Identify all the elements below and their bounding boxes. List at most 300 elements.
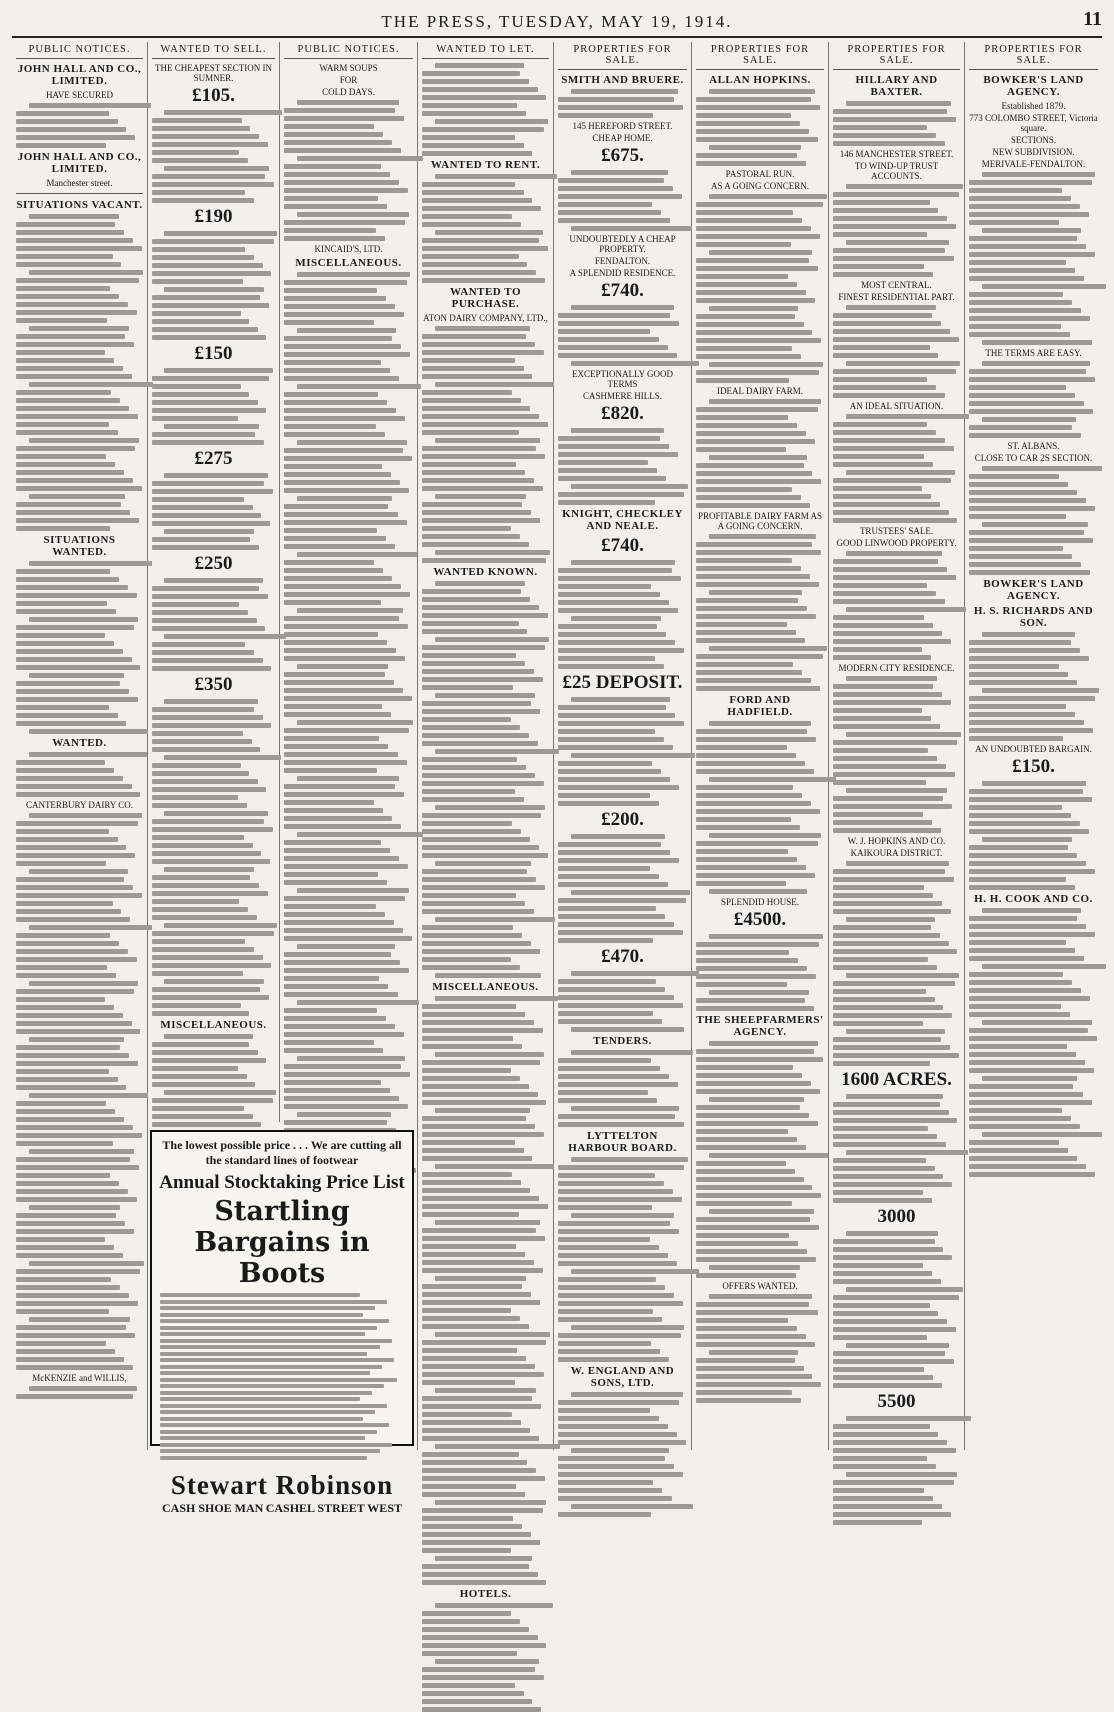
illegible-text-line <box>16 909 121 914</box>
illegible-text-line <box>422 486 543 491</box>
illegible-text-line <box>16 776 123 781</box>
illegible-text-line <box>435 1332 551 1337</box>
illegible-text-line <box>422 1699 532 1704</box>
illegible-text-line <box>297 552 417 557</box>
illegible-text-line <box>696 678 811 683</box>
illegible-text-line <box>284 920 394 925</box>
illegible-text-line <box>422 198 532 203</box>
illegible-text-line <box>284 480 400 485</box>
illegible-text-line <box>833 1335 927 1340</box>
illegible-text-line <box>696 982 787 987</box>
illegible-text-line <box>297 384 421 389</box>
illegible-text-line <box>709 990 809 995</box>
illegible-text-line <box>833 655 931 660</box>
illegible-text-line <box>16 1333 135 1338</box>
illegible-text-line <box>558 1066 660 1071</box>
illegible-text-line <box>284 416 405 421</box>
ad-heading: 1600 ACRES. <box>841 1069 952 1090</box>
illegible-text-line <box>696 950 789 955</box>
illegible-text-line <box>833 1174 943 1179</box>
illegible-text-line <box>16 973 116 978</box>
illegible-text-line <box>16 510 130 515</box>
illegible-text-line <box>152 255 254 260</box>
illegible-text-line <box>422 821 512 826</box>
illegible-text-line <box>833 692 942 697</box>
ad-heading: HOTELS. <box>459 1588 512 1600</box>
illegible-text-line <box>284 488 409 493</box>
illegible-text-line <box>696 378 789 383</box>
illegible-text-line <box>284 376 399 381</box>
illegible-text-line <box>969 940 1066 945</box>
illegible-text-line <box>16 302 128 307</box>
illegible-text-line <box>164 473 267 478</box>
illegible-text-line <box>422 182 515 187</box>
illegible-text-line <box>696 431 806 436</box>
illegible-text-line <box>969 570 1090 575</box>
illegible-text-line <box>696 479 821 484</box>
illegible-text-line <box>558 624 657 629</box>
illegible-text-line <box>696 1089 820 1094</box>
illegible-text-line <box>558 492 684 497</box>
illegible-text-line <box>422 430 519 435</box>
illegible-text-line <box>152 271 271 276</box>
illegible-text-line <box>16 1061 138 1066</box>
illegible-text-line <box>297 776 399 781</box>
illegible-text-line <box>284 696 412 701</box>
illegible-text-line <box>833 1110 949 1115</box>
illegible-text-line <box>422 965 520 970</box>
illegible-text-line <box>16 1125 133 1130</box>
illegible-text-line <box>969 482 1068 487</box>
illegible-text-line <box>833 599 945 604</box>
illegible-text-line <box>558 1058 651 1063</box>
illegible-text-line <box>152 618 257 623</box>
illegible-text-line <box>833 1311 938 1316</box>
illegible-text-line <box>709 89 815 94</box>
illegible-text-line <box>284 536 386 541</box>
illegible-text-line <box>969 956 1084 961</box>
illegible-text-line <box>558 1472 683 1477</box>
illegible-text-line <box>29 981 138 986</box>
illegible-text-line <box>833 377 927 382</box>
illegible-text-line <box>833 591 936 596</box>
illegible-text-line <box>16 358 114 363</box>
illegible-text-line <box>558 906 656 911</box>
illegible-text-line <box>833 1005 943 1010</box>
illegible-text-line <box>284 180 399 185</box>
illegible-text-line <box>284 856 399 861</box>
illegible-text-line <box>833 639 951 644</box>
column-heading: PUBLIC NOTICES. <box>284 42 413 59</box>
illegible-text-line <box>696 1241 798 1246</box>
illegible-text-line <box>422 558 546 563</box>
illegible-text-line <box>422 1244 516 1249</box>
illegible-text-line <box>16 989 134 994</box>
illegible-text-line <box>16 119 118 124</box>
illegible-text-line <box>16 949 128 954</box>
illegible-text-line <box>969 393 1075 398</box>
illegible-text-line <box>558 436 660 441</box>
illegible-text-line <box>558 1197 682 1202</box>
illegible-text-line <box>422 238 539 243</box>
illegible-text-line <box>152 803 247 808</box>
illegible-text-line <box>435 637 549 642</box>
illegible-text-line <box>284 196 378 201</box>
illegible-text-line <box>696 1326 797 1331</box>
illegible-text-line <box>696 1161 786 1166</box>
illegible-text-line <box>29 1261 145 1266</box>
illegible-text-line <box>16 965 107 970</box>
illegible-text-line <box>696 865 806 870</box>
illegible-text-line <box>16 901 113 906</box>
illegible-text-line <box>422 470 525 475</box>
illegible-text-line <box>164 811 267 816</box>
illegible-text-line <box>284 952 391 957</box>
illegible-text-line <box>164 231 277 236</box>
illegible-text-line <box>558 632 666 637</box>
boot-price-line <box>160 1391 372 1395</box>
illegible-text-line <box>696 1057 823 1062</box>
boot-ad-footer <box>152 1501 412 1516</box>
illegible-text-line <box>422 1196 539 1201</box>
illegible-text-line <box>558 713 675 718</box>
illegible-text-line <box>696 809 820 814</box>
illegible-text-line <box>152 594 268 599</box>
illegible-text-line <box>969 821 1080 826</box>
illegible-text-line <box>696 1073 802 1078</box>
illegible-text-line <box>833 1496 933 1501</box>
illegible-text-line <box>571 226 692 231</box>
illegible-text-line <box>284 576 392 581</box>
illegible-text-line <box>284 872 378 877</box>
illegible-text-line <box>833 869 945 874</box>
illegible-text-line <box>696 769 814 774</box>
illegible-text-line <box>558 729 655 734</box>
illegible-text-line <box>284 352 410 357</box>
illegible-text-line <box>846 1094 944 1099</box>
illegible-text-line <box>16 1213 116 1218</box>
illegible-text-line <box>558 761 652 766</box>
illegible-text-line <box>696 415 788 420</box>
illegible-text-line <box>16 1245 114 1250</box>
illegible-text-line <box>152 1122 261 1127</box>
illegible-text-line <box>152 400 258 405</box>
illegible-text-line <box>152 1042 249 1047</box>
illegible-text-line <box>709 777 836 782</box>
illegible-text-line <box>152 545 259 550</box>
illegible-text-line <box>846 1150 968 1155</box>
illegible-text-line <box>16 1085 126 1090</box>
illegible-text-line <box>571 1392 683 1397</box>
illegible-text-line <box>29 1093 148 1098</box>
illegible-text-line <box>422 406 530 411</box>
illegible-text-line <box>558 1090 648 1095</box>
ad-heading: CASHMERE HILLS. <box>582 391 662 401</box>
ad-heading: HILLARY AND BAXTER. <box>855 74 938 98</box>
illegible-text-line <box>152 118 242 123</box>
illegible-text-line <box>16 526 110 531</box>
illegible-text-line <box>284 1016 386 1021</box>
illegible-text-line <box>833 200 930 205</box>
boot-price-line <box>160 1404 387 1408</box>
illegible-text-line <box>696 793 802 798</box>
illegible-text-line <box>709 1153 828 1158</box>
boot-price-line <box>160 1365 382 1369</box>
illegible-text-line <box>833 1118 957 1123</box>
illegible-text-line <box>164 529 254 534</box>
illegible-text-line <box>284 108 395 113</box>
illegible-text-line <box>422 1428 530 1433</box>
illegible-text-line <box>284 728 409 733</box>
ad-heading: 145 HEREFORD STREET. <box>572 121 673 131</box>
illegible-text-line <box>284 912 385 917</box>
illegible-text-line <box>152 763 241 768</box>
illegible-text-line <box>969 490 1077 495</box>
illegible-text-line <box>284 408 396 413</box>
illegible-text-line <box>558 1400 679 1405</box>
illegible-text-line <box>422 621 519 626</box>
illegible-text-line <box>833 1480 954 1485</box>
illegible-text-line <box>284 140 392 145</box>
illegible-text-line <box>435 1220 540 1225</box>
illegible-text-line <box>284 520 407 525</box>
illegible-text-line <box>709 721 811 726</box>
illegible-text-line <box>284 228 376 233</box>
ad-heading: JOHN HALL AND CO., LIMITED. <box>17 151 142 175</box>
illegible-text-line <box>833 264 924 269</box>
ad-heading: H. H. COOK AND CO. <box>974 893 1093 905</box>
illegible-text-line <box>435 494 526 499</box>
illegible-text-line <box>969 813 1071 818</box>
illegible-text-line <box>696 153 797 158</box>
illegible-text-line <box>152 1003 241 1008</box>
illegible-text-line <box>982 361 1090 366</box>
illegible-text-line <box>558 452 678 457</box>
ad-heading: MOST CENTRAL. <box>861 280 932 290</box>
illegible-text-line <box>422 1667 535 1672</box>
illegible-text-line <box>558 1221 670 1226</box>
illegible-text-line <box>284 960 400 965</box>
illegible-text-line <box>422 1284 522 1289</box>
illegible-text-line <box>422 837 530 842</box>
illegible-text-line <box>284 172 390 177</box>
illegible-text-line <box>558 1114 675 1119</box>
illegible-text-line <box>29 1386 137 1391</box>
ad-heading: IDEAL DAIRY FARM. <box>717 386 803 396</box>
illegible-text-line <box>152 795 238 800</box>
illegible-text-line <box>969 853 1077 858</box>
illegible-text-line <box>969 861 1086 866</box>
illegible-text-line <box>284 864 408 869</box>
illegible-text-line <box>284 512 398 517</box>
illegible-text-line <box>422 1524 522 1529</box>
illegible-text-line <box>833 1053 959 1058</box>
illegible-text-line <box>284 688 403 693</box>
illegible-text-line <box>696 1233 789 1238</box>
illegible-text-line <box>16 1293 129 1298</box>
illegible-text-line <box>982 417 1076 422</box>
illegible-text-line <box>969 1044 1067 1049</box>
illegible-text-line <box>558 1277 656 1282</box>
illegible-text-line <box>16 135 135 140</box>
illegible-text-line <box>969 672 1068 677</box>
illegible-text-line <box>558 1165 684 1170</box>
illegible-text-line <box>696 1006 814 1011</box>
illegible-text-line <box>422 925 513 930</box>
illegible-text-line <box>152 311 241 316</box>
ad-heading: £4500. <box>733 909 787 930</box>
illegible-text-line <box>833 385 936 390</box>
illegible-text-line <box>969 268 1075 273</box>
illegible-text-line <box>422 1132 544 1137</box>
illegible-text-line <box>558 1082 678 1087</box>
illegible-text-line <box>696 942 819 947</box>
illegible-text-line <box>833 684 933 689</box>
illegible-text-line <box>16 609 116 614</box>
masthead <box>12 6 1102 38</box>
illegible-text-line <box>833 647 922 652</box>
illegible-text-line <box>164 867 254 872</box>
ad-heading: £675. <box>601 145 644 166</box>
illegible-text-line <box>833 1239 935 1244</box>
illegible-text-line <box>16 222 115 227</box>
illegible-text-line <box>284 840 381 845</box>
illegible-text-line <box>435 973 542 978</box>
illegible-text-line <box>284 992 398 997</box>
illegible-text-line <box>16 821 138 826</box>
illegible-text-line <box>422 1675 544 1680</box>
ad-heading: AN IDEAL SITUATION. <box>849 401 944 411</box>
illegible-text-line <box>16 454 106 459</box>
illegible-text-line <box>709 1209 814 1214</box>
illegible-text-line <box>422 853 548 858</box>
illegible-text-line <box>833 989 926 994</box>
ad-heading: THE CHEAPEST SECTION IN SUMNER. <box>154 63 273 83</box>
illegible-text-line <box>29 103 151 108</box>
illegible-text-line <box>152 947 254 952</box>
illegible-text-line <box>982 284 1106 289</box>
illegible-text-line <box>969 562 1081 567</box>
illegible-text-line <box>422 1268 543 1273</box>
illegible-text-line <box>435 1444 561 1449</box>
illegible-text-line <box>152 731 243 736</box>
illegible-text-line <box>833 1263 923 1268</box>
illegible-text-line <box>558 178 664 183</box>
illegible-text-line <box>422 669 534 674</box>
illegible-text-line <box>969 204 1080 209</box>
illegible-text-line <box>833 446 954 451</box>
illegible-text-line <box>435 326 530 331</box>
illegible-text-line <box>422 1044 522 1049</box>
illegible-text-line <box>833 1367 924 1372</box>
illegible-text-line <box>164 424 259 429</box>
illegible-text-line <box>969 180 1092 185</box>
illegible-text-line <box>833 256 954 261</box>
illegible-text-line <box>152 505 253 510</box>
illegible-text-line <box>422 1020 534 1025</box>
illegible-text-line <box>284 1024 395 1029</box>
illegible-text-line <box>696 1217 810 1222</box>
illegible-text-line <box>969 680 1077 685</box>
illegible-text-line <box>16 657 132 662</box>
illegible-text-line <box>696 202 823 207</box>
illegible-text-line <box>558 930 683 935</box>
boot-price-line <box>160 1397 360 1401</box>
illegible-text-line <box>696 274 788 279</box>
illegible-text-line <box>558 1229 679 1234</box>
illegible-text-line <box>422 446 536 451</box>
illegible-text-line <box>152 174 265 179</box>
illegible-text-line <box>164 287 264 292</box>
illegible-text-line <box>422 358 515 363</box>
ad-heading: CHEAP HOME. <box>592 133 653 143</box>
illegible-text-line <box>833 1295 959 1300</box>
illegible-text-line <box>696 129 809 134</box>
illegible-text-line <box>558 1512 651 1517</box>
illegible-text-line <box>152 239 274 244</box>
illegible-text-line <box>833 494 931 499</box>
illegible-text-line <box>297 1000 420 1005</box>
illegible-text-line <box>833 1126 928 1131</box>
illegible-text-line <box>435 1500 547 1505</box>
illegible-text-line <box>982 172 1096 177</box>
illegible-text-line <box>571 361 699 366</box>
illegible-text-line <box>833 1464 936 1469</box>
illegible-text-line <box>435 550 551 555</box>
illegible-text-line <box>558 874 659 879</box>
illegible-text-line <box>16 1101 106 1106</box>
illegible-text-line <box>152 327 258 332</box>
illegible-text-line <box>422 526 511 531</box>
illegible-text-line <box>558 1496 672 1501</box>
illegible-text-line <box>833 1359 954 1364</box>
illegible-text-line <box>422 1380 515 1385</box>
illegible-text-line <box>422 741 538 746</box>
boot-price-line <box>160 1293 360 1297</box>
illegible-text-line <box>422 510 531 515</box>
illegible-text-line <box>422 79 529 84</box>
ad-heading: £740. <box>601 280 644 301</box>
illegible-text-line <box>284 744 388 749</box>
boot-price-line <box>160 1306 375 1310</box>
illegible-text-line <box>164 699 257 704</box>
column-heading: PUBLIC NOTICES. <box>16 42 143 59</box>
column-8 <box>965 42 1102 1450</box>
illegible-text-line <box>16 462 115 467</box>
illegible-text-line <box>284 928 403 933</box>
illegible-text-line <box>558 979 656 984</box>
illegible-text-line <box>846 414 969 419</box>
illegible-text-line <box>833 1448 956 1453</box>
illegible-text-line <box>833 192 959 197</box>
illegible-text-line <box>696 218 802 223</box>
illegible-text-line <box>833 1013 952 1018</box>
illegible-text-line <box>284 1048 383 1053</box>
illegible-text-line <box>846 551 943 556</box>
illegible-text-line <box>696 503 810 508</box>
ad-heading: KAIKOURA DISTRICT. <box>850 848 943 858</box>
illegible-text-line <box>696 314 795 319</box>
column-heading: PROPERTIES FOR SALE. <box>833 42 960 70</box>
illegible-text-line <box>833 133 936 138</box>
ad-heading: AN UNDOUBTED BARGAIN. <box>975 744 1092 754</box>
illegible-text-line <box>284 616 399 621</box>
ad-heading: MISCELLANEOUS. <box>432 981 539 993</box>
illegible-text-line <box>152 416 238 421</box>
illegible-text-line <box>969 996 1090 1001</box>
illegible-text-line <box>284 632 378 637</box>
boot-price-line <box>160 1345 380 1349</box>
